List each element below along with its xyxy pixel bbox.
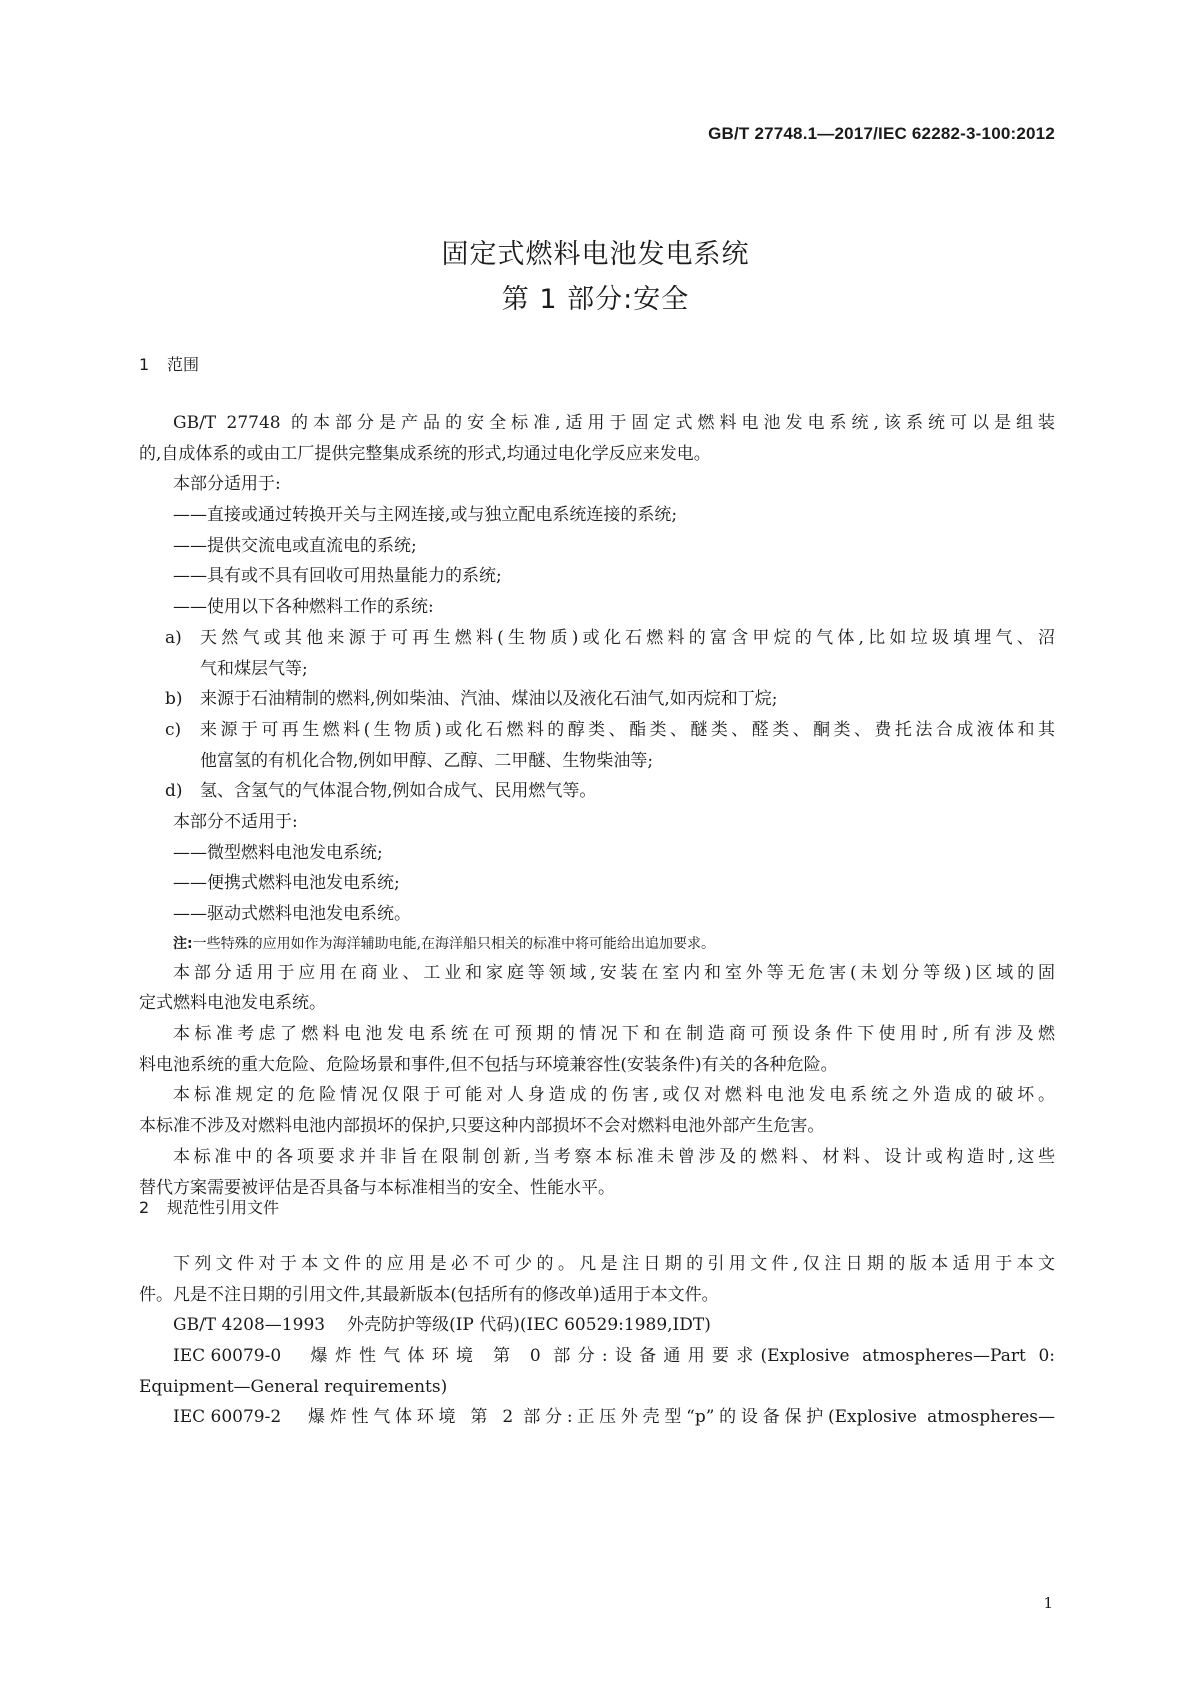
paragraph-line: 本标准不涉及对燃料电池内部损坏的保护,只要这种内部损坏不会对燃料电池外部产生危害。 [139,1116,825,1137]
section-title: 规范性引用文件 [167,1198,280,1217]
reference-code: IEC 60079-2 [173,1407,282,1428]
list-item-text: 来源于可再生燃料(生物质)或化石燃料的醇类、酯类、醚类、醛类、酮类、费托法合成液体和其 [200,719,1055,740]
paragraph-line: 本标准规定的危险情况仅限于可能对人身造成的伤害,或仅对燃料电池发电系统之外造成的破坏。 [173,1085,1055,1106]
section-1-body [139,408,1055,1203]
reference-code: IEC 60079-0 [173,1346,282,1367]
list-item [139,623,1055,654]
list-item-continuation: 他富氢的有机化合物,例如甲醇、乙醇、二甲醚、生物柴油等; [200,750,654,771]
list-item-label: a) [165,627,182,648]
note-label: 注: [173,935,193,952]
list-item-label: d) [165,781,183,802]
paragraph-line: 本部分适用于: [173,474,281,495]
page-number: 1 [1043,1594,1053,1612]
paragraph-line: 本部分不适用于: [173,811,298,832]
list-item: ——微型燃料电池发电系统; [173,842,383,863]
paragraph-line: 料电池系统的重大危险、危险场景和事件,但不包括与环境兼容性(安装条件)有关的各种危险。 [139,1054,838,1075]
paragraph-line: 本标准中的各项要求并非旨在限制创新,当考察本标准未曾涉及的燃料、材料、设计或构造时,这些 [173,1146,1055,1167]
standard-id: GB/T 27748.1—2017/IEC 62282-3-100:2012 [708,124,1055,143]
section-2-heading [139,1195,279,1218]
reference-code: GB/T 4208—1993 [173,1315,326,1336]
reference-title: 爆炸性气体环境 第 0 部分:设备通用要求(Explosive atmospheres—Part 0: [303,1346,1055,1367]
paragraph-line: 替代方案需要被评估是否具备与本标准相当的安全、性能水平。 [139,1177,615,1198]
list-item: ——提供交流电或直流电的系统; [173,535,417,556]
reference-title: 爆炸性气体环境 第 2 部分:正压外壳型“p”的设备保护(Explosive atmospheres— [303,1407,1055,1428]
list-item: ——便携式燃料电池发电系统; [173,873,400,894]
list-item-label: c) [165,719,182,740]
section-title: 范围 [167,355,200,374]
paragraph-line: 件。凡是不注日期的引用文件,其最新版本(包括所有的修改单)适用于本文件。 [139,1284,719,1305]
note-text: 一些特殊的应用如作为海洋辅助电能,在海洋船只相关的标准中将可能给出追加要求。 [192,935,716,952]
reference-entry [139,1341,1055,1372]
list-item [139,684,1055,715]
list-item: ——直接或通过转换开关与主网连接,或与独立配电系统连接的系统; [173,505,678,526]
list-item: ——驱动式燃料电池发电系统。 [173,904,411,924]
reference-title: 外壳防护等级(IP 代码)(IEC 60529:1989,IDT) [347,1315,711,1336]
paragraph-line: 定式燃料电池发电系统。 [139,993,326,1014]
reference-continuation: Equipment—General requirements) [139,1376,448,1397]
section-2-body [139,1249,1055,1433]
paragraph-line: 的,自成体系的或由工厂提供完整集成系统的形式,均通过电化学反应来发电。 [139,443,711,464]
reference-entry [139,1402,1055,1433]
reference-entry [139,1310,1055,1341]
paragraph-line: 本标准考虑了燃料电池发电系统在可预期的情况下和在制造商可预设条件下使用时,所有涉及燃 [173,1024,1055,1045]
paragraph-line: GB/T 27748 的本部分是产品的安全标准,适用于固定式燃料电池发电系统,该系统可以是组装 [173,413,1055,433]
list-item: ——使用以下各种燃料工作的系统: [173,597,434,618]
document-subtitle: 第 1 部分:安全 [501,284,690,315]
paragraph-line: 下列文件对于本文件的应用是必不可少的。凡是注日期的引用文件,仅注日期的版本适用于本文 [173,1254,1055,1274]
document-title: 固定式燃料电池发电系统 [441,239,750,270]
list-item [139,776,1055,807]
section-number: 1 [139,355,150,374]
list-item-text: 来源于石油精制的燃料,例如柴油、汽油、煤油以及液化石油气,如丙烷和丁烷; [200,689,778,710]
note [139,930,1055,958]
list-item-text: 氢、含氢气的气体混合物,例如合成气、民用燃气等。 [200,781,597,802]
list-item: ——具有或不具有回收可用热量能力的系统; [173,566,502,587]
list-item [139,715,1055,746]
section-number: 2 [139,1198,150,1217]
list-item-label: b) [165,689,183,710]
section-1-heading [139,352,199,375]
list-item-text: 天然气或其他来源于可再生燃料(生物质)或化石燃料的富含甲烷的气体,比如垃圾填埋气、沼 [200,627,1055,648]
list-item-continuation: 气和煤层气等; [200,658,308,679]
paragraph-line: 本部分适用于应用在商业、工业和家庭等领域,安装在室内和室外等无危害(未划分等级)区域的固 [173,962,1055,983]
